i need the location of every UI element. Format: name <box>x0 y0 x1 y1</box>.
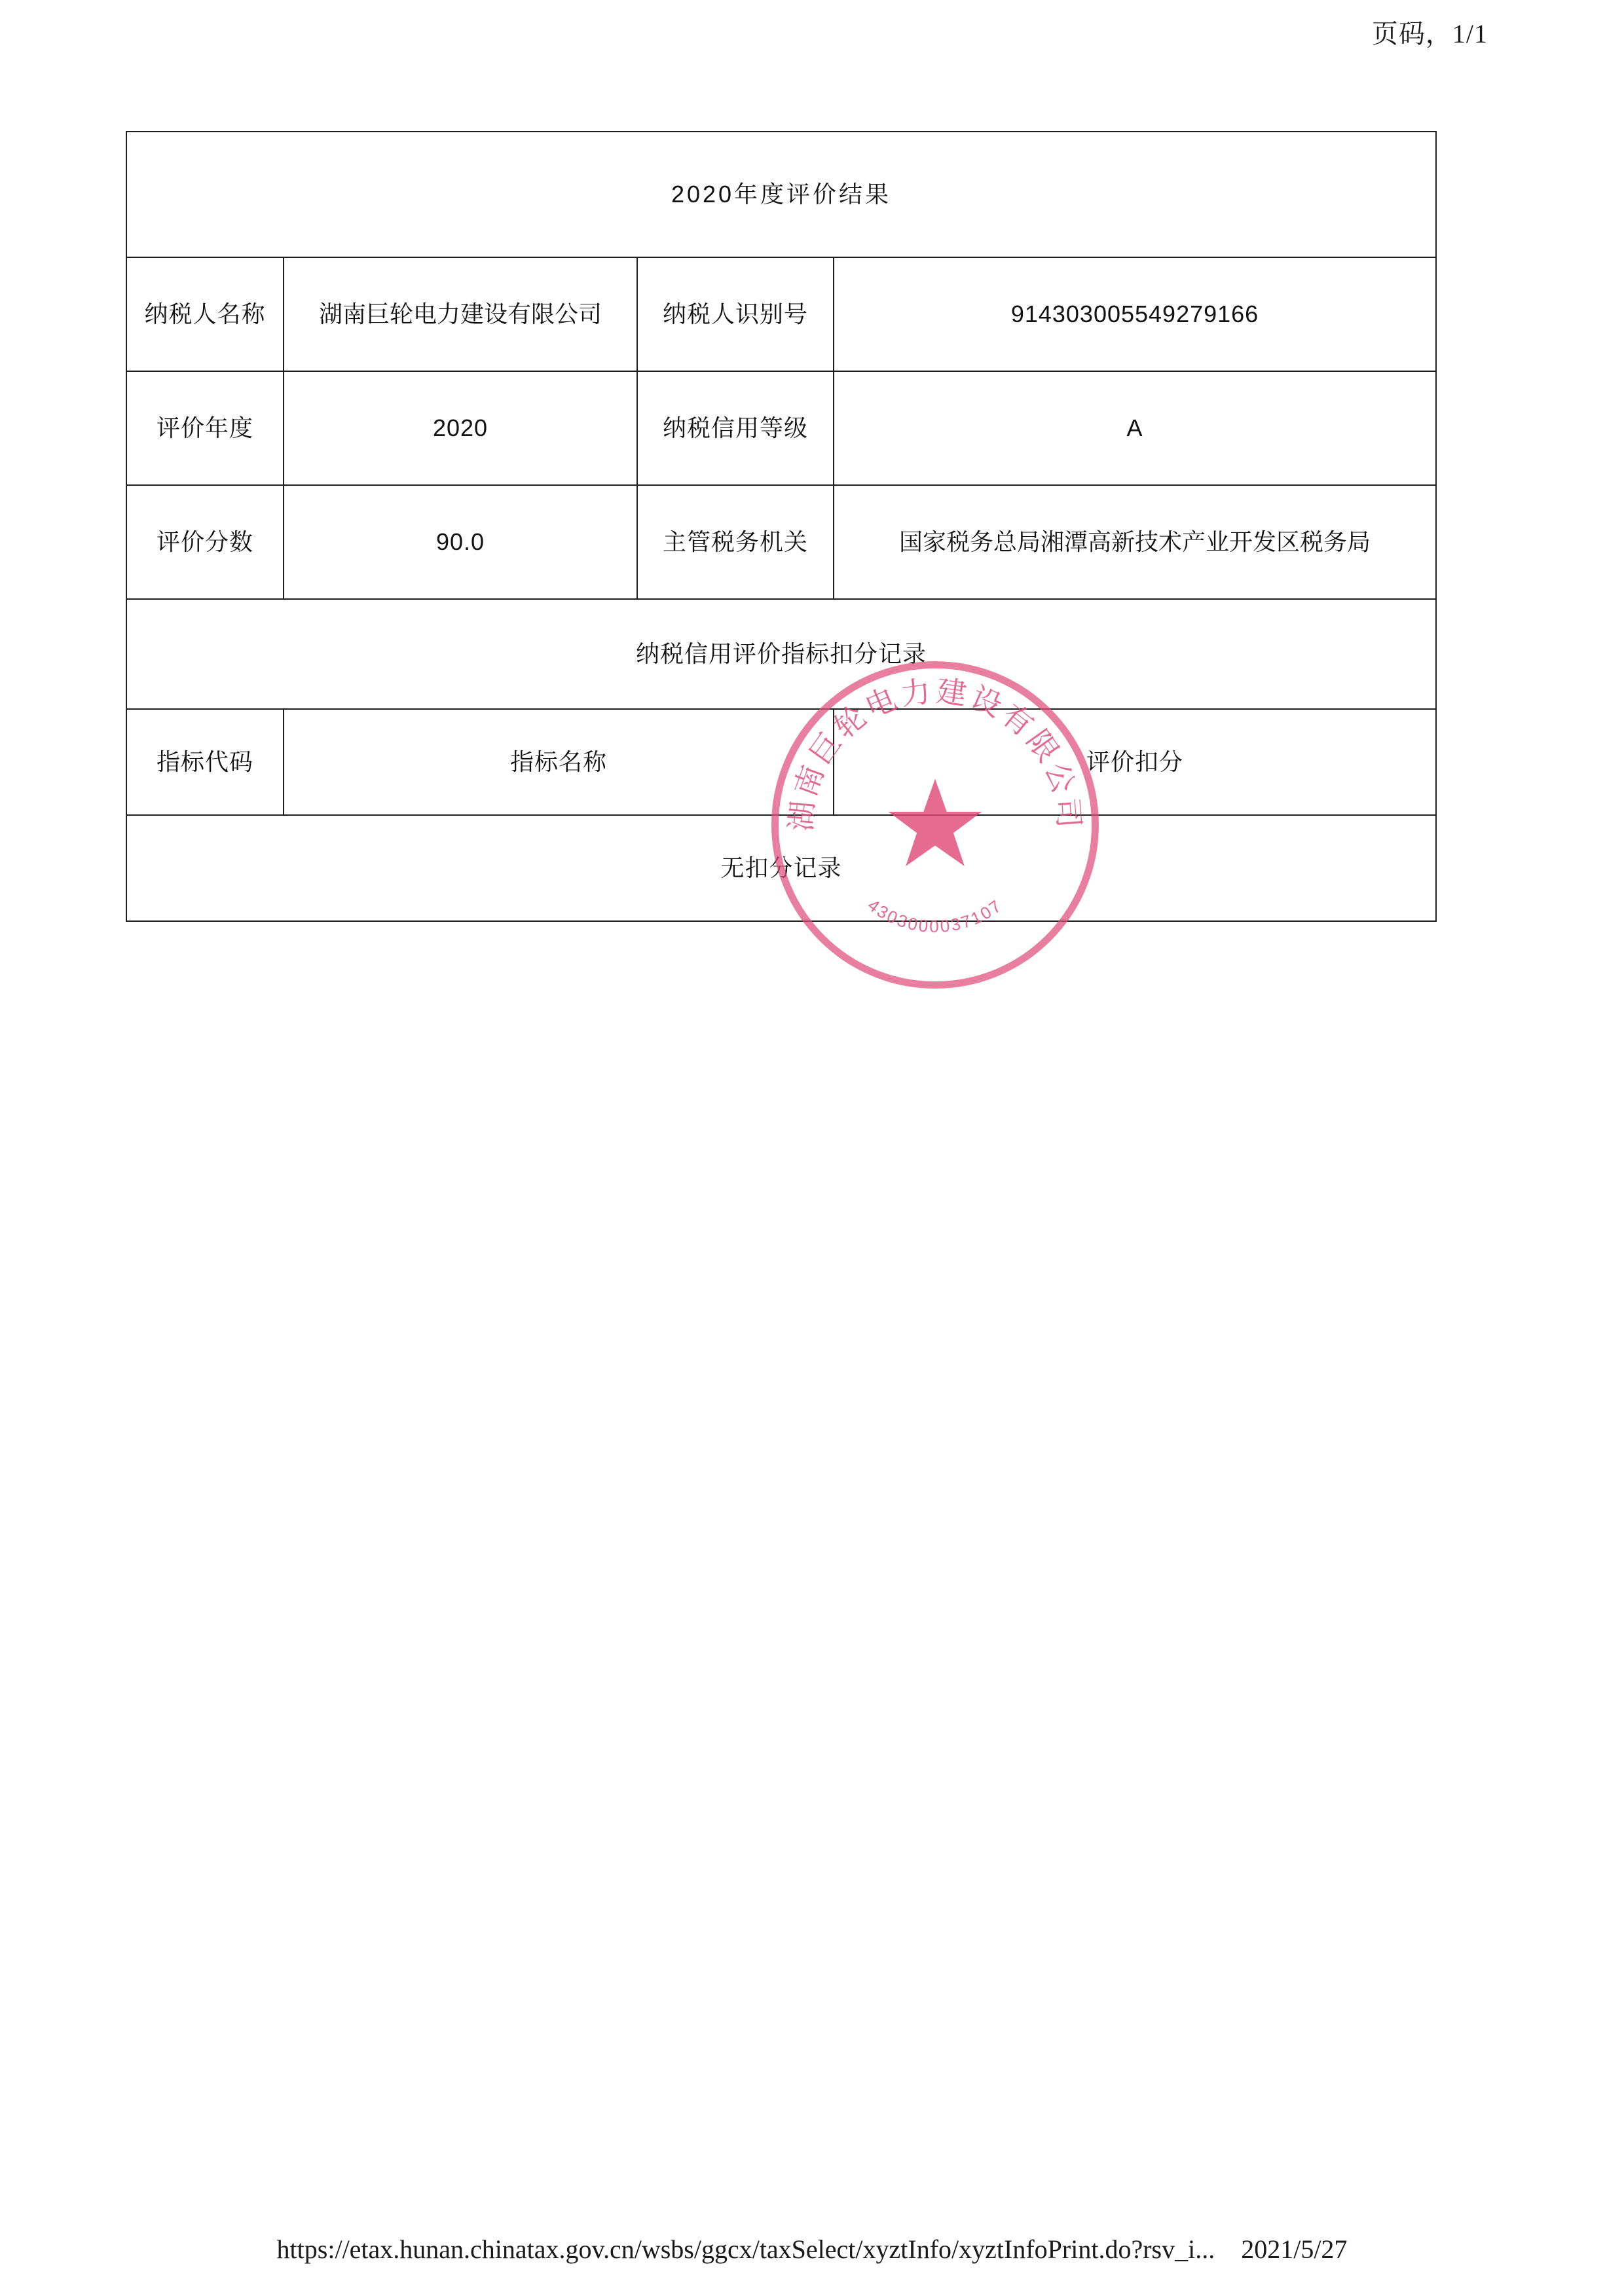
page-footer <box>0 2234 1624 2265</box>
table-row <box>126 257 1436 371</box>
credit-rating-value: A <box>834 371 1436 485</box>
tax-authority-value: 国家税务总局湘潭高新技术产业开发区税务局 <box>834 485 1436 599</box>
column-header-indicator-name: 指标名称 <box>284 709 834 815</box>
taxpayer-name-value: 湖南巨轮电力建设有限公司 <box>284 257 637 371</box>
column-header-indicator-code: 指标代码 <box>126 709 284 815</box>
evaluation-result-table <box>126 131 1437 922</box>
taxpayer-id-label: 纳税人识别号 <box>637 257 834 371</box>
footer-date: 2021/5/27 <box>1241 2234 1348 2264</box>
evaluation-year-value: 2020 <box>284 371 637 485</box>
document-title: 2020年度评价结果 <box>126 132 1436 257</box>
table-header-row <box>126 709 1436 815</box>
table-row <box>126 371 1436 485</box>
page-number: 页码，1/1 <box>1371 19 1488 48</box>
table-row <box>126 485 1436 599</box>
seal-company-name: 湖南巨轮电力建设有限公司 <box>783 673 1087 833</box>
table-row-title <box>126 132 1436 257</box>
seal-code: 4303000037107 <box>864 895 1006 936</box>
credit-rating-label: 纳税信用等级 <box>637 371 834 485</box>
column-header-deduction-score: 评价扣分 <box>834 709 1436 815</box>
taxpayer-id-value: 914303005549279166 <box>834 257 1436 371</box>
no-deduction-record: 无扣分记录 <box>126 815 1436 921</box>
table-row-section <box>126 599 1436 709</box>
tax-authority-label: 主管税务机关 <box>637 485 834 599</box>
evaluation-score-label: 评价分数 <box>126 485 284 599</box>
deduction-section-title: 纳税信用评价指标扣分记录 <box>126 599 1436 709</box>
table-row-empty <box>126 815 1436 921</box>
evaluation-year-label: 评价年度 <box>126 371 284 485</box>
footer-url: https://etax.hunan.chinatax.gov.cn/wsbs/ggcx/taxSelect/xyztInfo/xyztInfoPrint.do?rsv_i... <box>276 2234 1215 2264</box>
taxpayer-name-label: 纳税人名称 <box>126 257 284 371</box>
evaluation-score-value: 90.0 <box>284 485 637 599</box>
